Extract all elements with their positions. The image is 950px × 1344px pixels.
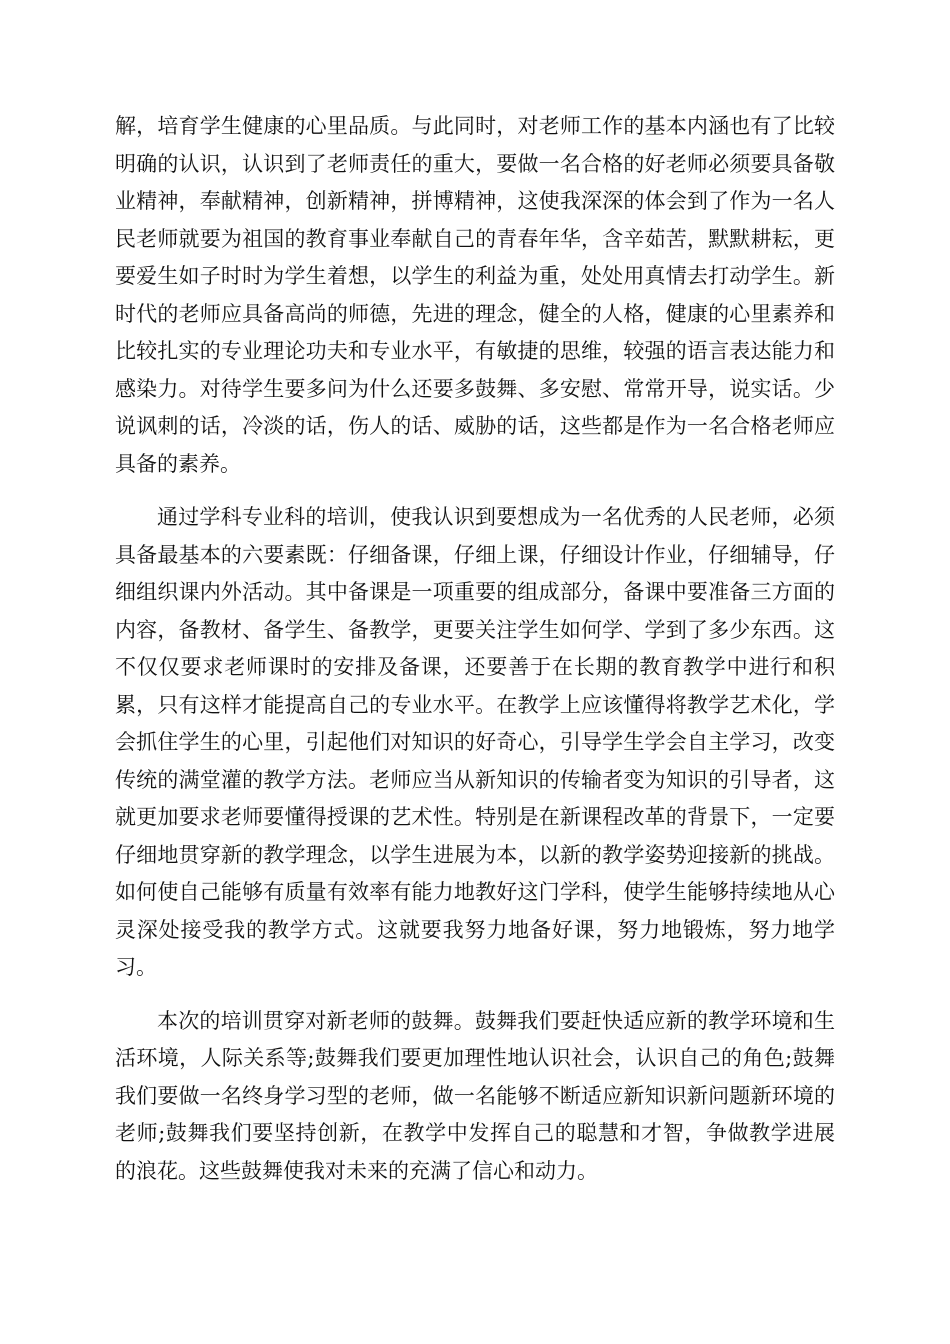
paragraph-encouragement: 本次的培训贯穿对新老师的鼓舞。鼓舞我们要赶快适应新的教学环境和生活环境，人际关系等;鼓舞我们要更加理性地认识社会，认识自己的角色;鼓舞我们要做一名终身学习型的老师，做一名能够不断适应新知识新问题新环境的老师;鼓舞我们要坚持创新，在教学中发挥自己的聪慧和才智，争做教学进展的浪花。这些鼓舞使我对未来的充满了信心和动力。 — [115, 1008, 835, 1183]
document-body — [115, 108, 835, 1190]
paragraph-continuation: 解，培育学生健康的心里品质。与此同时，对老师工作的基本内涵也有了比较明确的认识，认识到了老师责任的重大，要做一名合格的好老师必须要具备敬业精神，奉献精神，创新精神，拼博精神，这使我深深的体会到了作为一名人民老师就要为祖国的教育事业奉献自己的青春年华，含辛茹苦，默默耕耘，更要爱生如子时时为学生着想，以学生的利益为重，处处用真情去打动学生。新时代的老师应具备高尚的师德，先进的理念，健全的人格，健康的心里素养和比较扎实的专业理论功夫和专业水平，有敏捷的思维，较强的语言表达能力和感染力。对待学生要多问为什么还要多鼓舞、多安慰、常常开导，说实话。少说讽刺的话，冷淡的话，伤人的话、威胁的话，这些都是作为一名合格老师应具备的素养。 — [115, 114, 835, 476]
paragraph-subject-training: 通过学科专业科的培训，使我认识到要想成为一名优秀的人民老师，必须具备最基本的六要素既：仔细备课，仔细上课，仔细设计作业，仔细辅导，仔细组织课内外活动。其中备课是一项重要的组成部分，备课中要准备三方面的内容，备教材、备学生、备教学，更要关注学生如何学、学到了多少东西。这不仅仅要求老师课时的安排及备课，还要善于在长期的教育教学中进行和积累，只有这样才能提高自己的专业水平。在教学上应该懂得将教学艺术化，学会抓住学生的心里，引起他们对知识的好奇心，引导学生学会自主学习，改变传统的满堂灌的教学方法。老师应当从新知识的传输者变为知识的引导者，这就更加要求老师要懂得授课的艺术性。特别是在新课程改革的背景下，一定要仔细地贯穿新的教学理念，以学生进展为本，以新的教学姿势迎接新的挑战。如何使自己能够有质量有效率有能力地教好这门学科，使学生能够持续地从心灵深处接受我的教学方式。这就要我努力地备好课，努力地锻炼，努力地学习。 — [115, 505, 835, 979]
